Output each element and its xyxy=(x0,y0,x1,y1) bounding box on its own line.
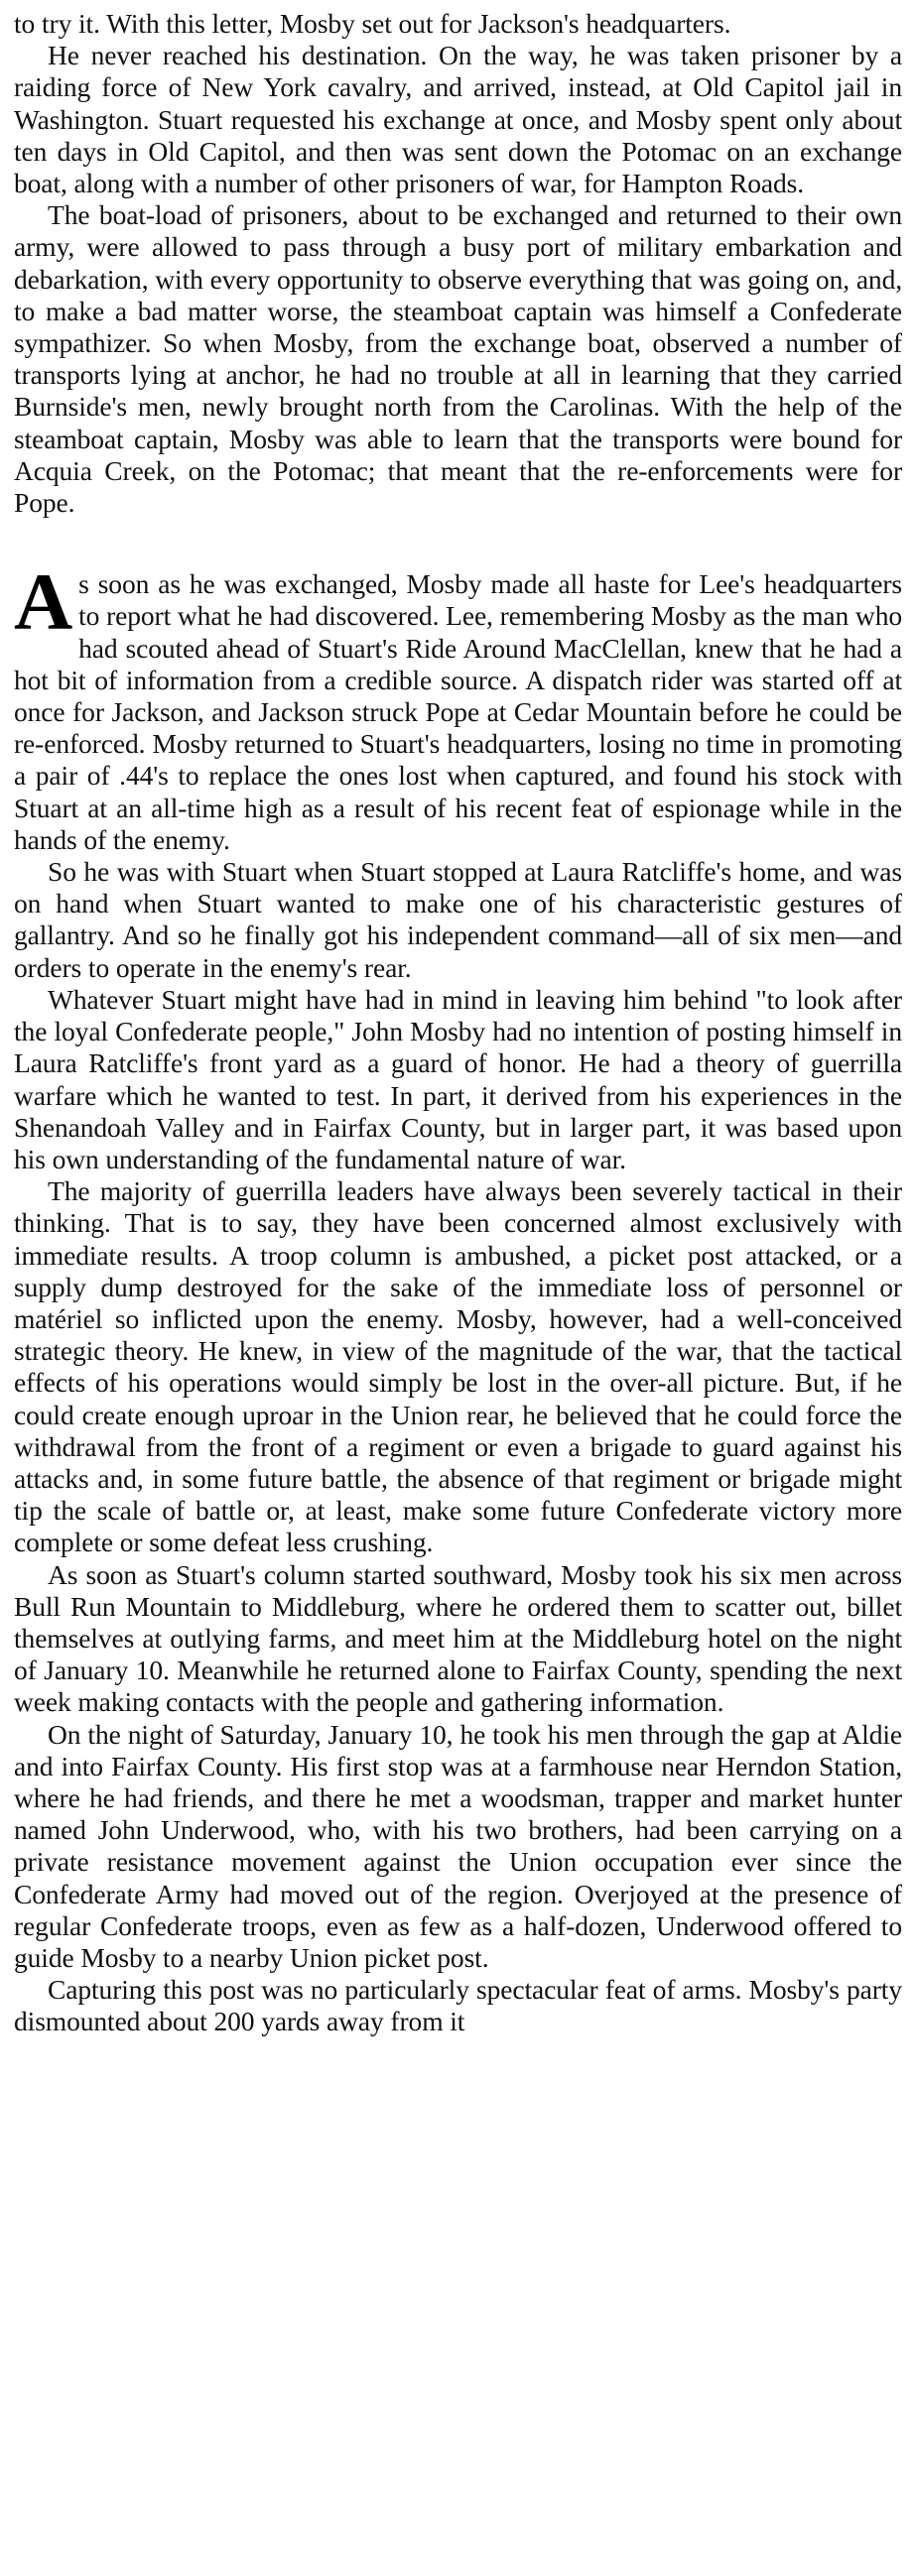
dropcap-paragraph-text: s soon as he was exchanged, Mosby made all haste for Lee's headquarters to report what he had discovered. Lee, remembering Mosby as the man who had scouted ahead of Stuart's Ride Around MacClellan, knew that he had a hot bit of information from a credible source. A dispatch rider was started off at once for Jackson, and Jackson struck Pope at Cedar Mountain before he could be re-enforced. Mosby returned to Stuart's headquarters, losing no time in promoting a pair of .44's to replace the ones lost when captured, and found his stock with Stuart at an all-time high as a result of his recent feat of espionage while in the hands of the enemy. xyxy=(14,568,902,855)
body-paragraph: He never reached his destination. On the way, he was taken prisoner by a raiding force of New York cavalry, and arrived, instead, at Old Capitol jail in Washington. Stuart requested his exchange at once, and Mosby spent only about ten days in Old Capitol, and then was sent down the Potomac on an exchange boat, along with a number of other prisoners of war, for Hampton Roads. xyxy=(14,40,902,199)
section-break xyxy=(14,519,902,568)
body-paragraph: Whatever Stuart might have had in mind in leaving him behind "to look after the loyal Confederate people," John Mosby had no intention of posting himself in Laura Ratcliffe's front yard as a guard of honor. He had a theory of guerrilla warfare which he wanted to test. In part, it derived from his experiences in the Shenandoah Valley and in Fairfax County, but in larger part, it was based upon his own understanding of the fundamental nature of war. xyxy=(14,983,902,1174)
body-paragraph: to try it. With this letter, Mosby set out for Jackson's headquarters. xyxy=(14,8,731,39)
text-block-part3 xyxy=(14,1719,902,2038)
body-paragraph: So he was with Stuart when Stuart stopped at Laura Ratcliffe's home, and was on hand when Stuart wanted to make one of his characteristic gestures of gallantry. And so he finally got his independent command—all of six men—and orders to operate in the enemy's rear. xyxy=(14,856,902,983)
body-paragraph: The boat-load of prisoners, about to be exchanged and returned to their own army, were allowed to pass through a busy port of military embarkation and debarkation, with every opportunity to observe everything that was going on, and, to make a bad matter worse, the steamboat captain was himself a Confederate sympathizer. So when Mosby, from the exchange boat, observed a number of transports lying at anchor, he had no trouble at all in learning that they carried Burnside's men, newly brought north from the Carolinas. With the help of the steamboat captain, Mosby was able to learn that the transports were bound for Acquia Creek, on the Potomac; that meant that the re-enforcements were for Pope. xyxy=(14,199,902,519)
body-paragraph: The majority of guerrilla leaders have always been severely tactical in their thinking. That is to say, they have been concerned almost exclusively with immediate results. A troop column is ambushed, a picket post attacked, or a supply dump destroyed for the sake of the immediate loss of personnel or matériel so inflicted upon the enemy. Mosby, however, had a well-conceived strategic theory. He knew, in view of the magnitude of the war, that the tactical effects of his operations would simply be lost in the over-all picture. But, if he could create enough uproar in the Union rear, he believed that he could force the withdrawal from the front of a regiment or even a brigade to guard against his attacks and, in some future battle, the absence of that regiment or brigade might tip the scale of battle or, at least, make some future Confederate victory more complete or some defeat less crushing. xyxy=(14,1175,902,1558)
drop-cap-letter: A xyxy=(14,556,73,648)
body-paragraph: Capturing this post was no particularly spectacular feat of arms. Mosby's party dismounted about 200 yards away from it xyxy=(14,1974,902,2037)
dropcap-paragraph xyxy=(14,556,902,856)
book-page xyxy=(14,8,902,2567)
body-paragraph: On the night of Saturday, January 10, he took his men through the gap at Aldie and into Fairfax County. His first stop was at a farmhouse near Herndon Station, where he had friends, and there he met a woodsman, trapper and market hunter named John Underwood, who, with his two brothers, had been carrying on a private resistance movement against the Union occupation ever since the Confederate Army had moved out of the region. Overjoyed at the presence of regular Confederate troops, even as few as a half-dozen, Underwood offered to guide Mosby to a nearby Union picket post. xyxy=(14,1718,902,1973)
text-block-part2 xyxy=(14,856,902,1718)
text-block-part1 xyxy=(14,8,902,519)
body-paragraph: As soon as Stuart's column started southward, Mosby took his six men across Bull Run Mountain to Middleburg, where he ordered them to scatter out, billet themselves at outlying farms, and meet him at the Middleburg hotel on the night of January 10. Meanwhile he returned alone to Fairfax County, spending the next week making contacts with the people and gathering information. xyxy=(14,1558,902,1718)
